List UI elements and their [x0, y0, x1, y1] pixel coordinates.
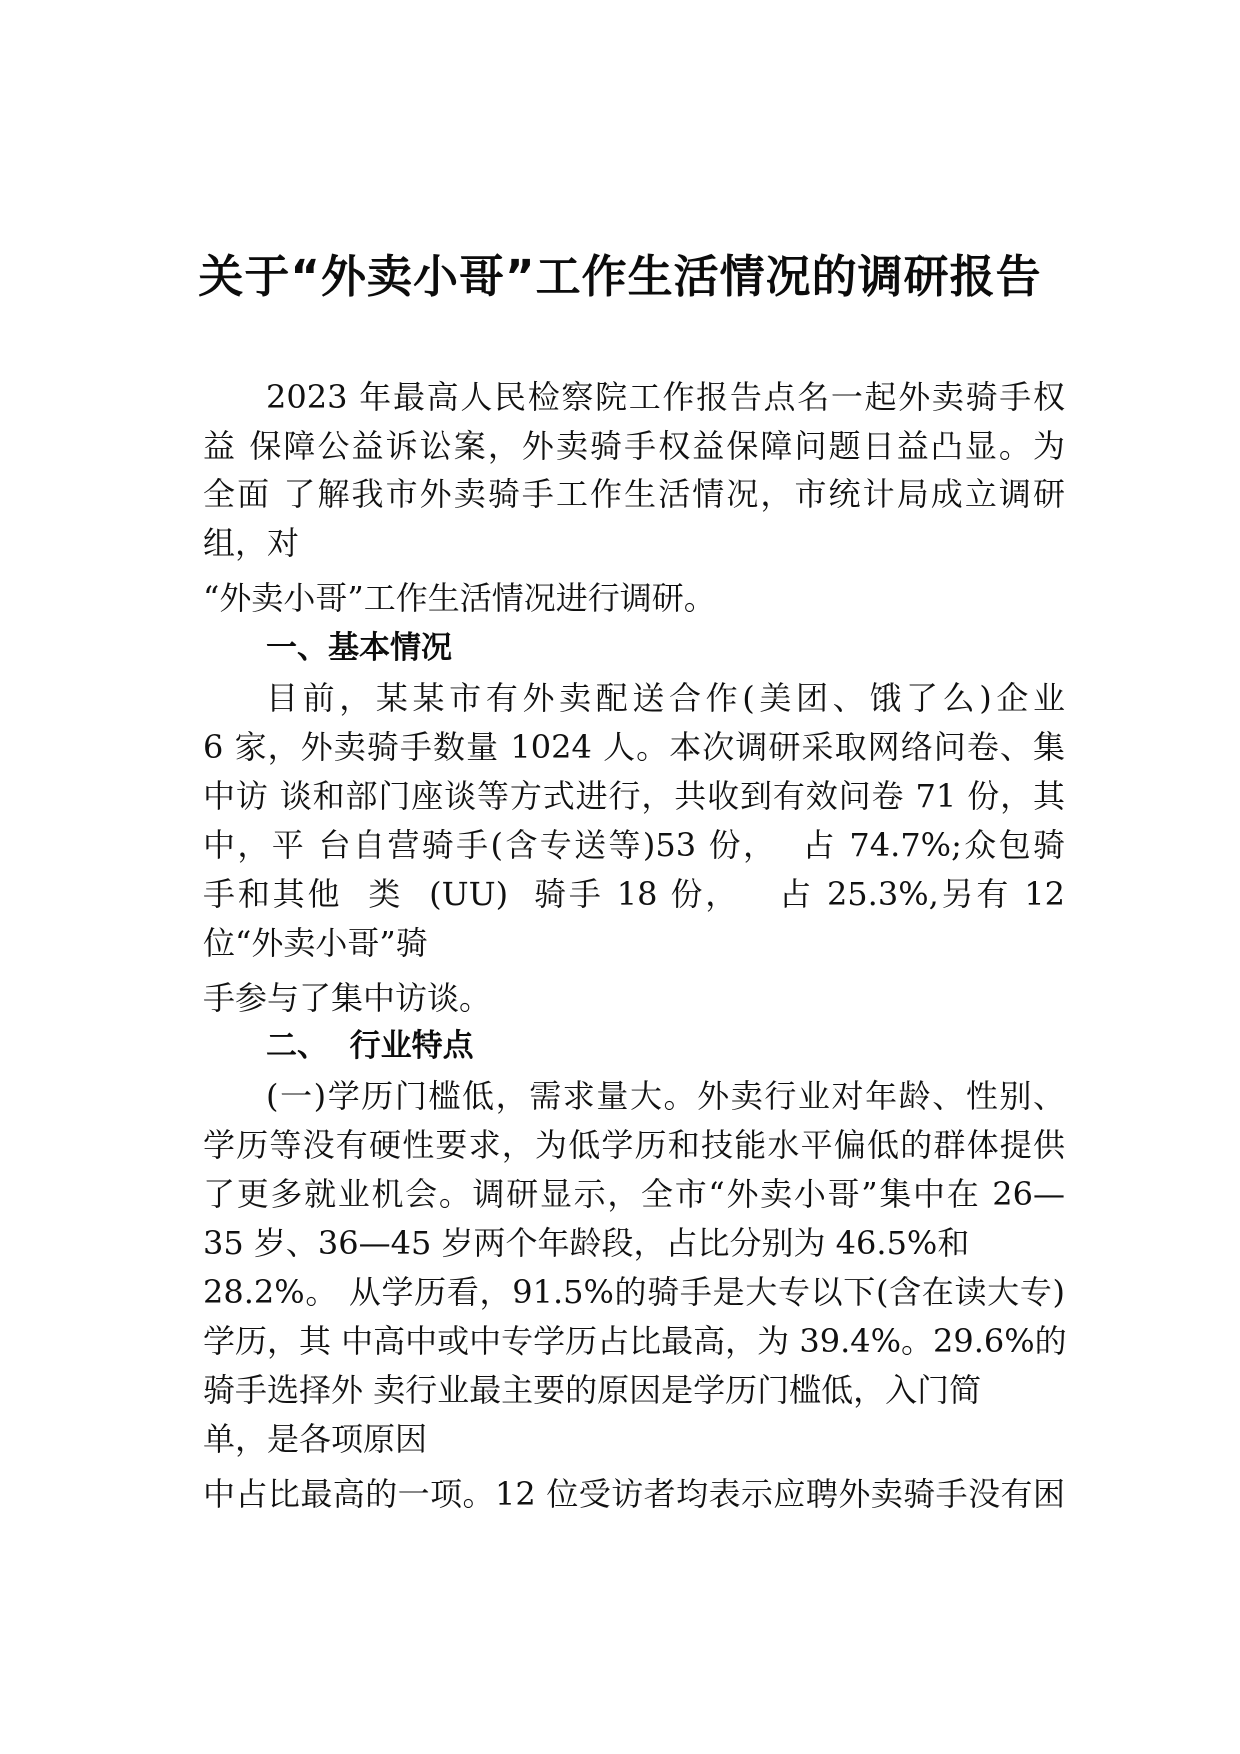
intro-line-1: 2023 年最高人民检察院工作报告点名一起外卖骑手权 — [266, 378, 1065, 416]
section2-line-6: 学历，其 中高中或中专学历占比最高，为 39.4%。29.6%的 — [203, 1322, 1067, 1360]
section2-line-3: 了更多就业机会。调研显示，全市“外卖小哥”集中在 26— — [203, 1175, 1065, 1213]
document-title: 关于“外卖小哥”工作生活情况的调研报告 — [198, 250, 1042, 303]
section1-line-7: 手参与了集中访谈。 — [203, 979, 492, 1017]
intro-line-4: 组，对 — [203, 524, 300, 562]
section2-line-9: 中占比最高的一项。12 位受访者均表示应聘外卖骑手没有困 — [203, 1475, 1065, 1513]
section2-line-8: 单，是各项原因 — [203, 1420, 428, 1458]
intro-line-5: “外卖小哥”工作生活情况进行调研。 — [203, 579, 716, 617]
section2-line-4: 35 岁、36—45 岁两个年龄段，占比分别为 46.5%和 — [203, 1224, 970, 1262]
section1-line-2: 6 家，外卖骑手数量 1024 人。本次调研采取网络问卷、集 — [203, 728, 1065, 766]
section1-line-4: 中，平 台自营骑手(含专送等)53 份， 占 74.7%;众包骑 — [203, 826, 1065, 864]
section1-line-5: 手和其他 类 (UU) 骑手 18 份， 占 25.3%,另有 12 — [203, 875, 1065, 913]
intro-line-3: 全面 了解我市外卖骑手工作生活情况，市统计局成立调研 — [203, 475, 1065, 513]
intro-line-2: 益 保障公益诉讼案，外卖骑手权益保障问题日益凸显。为 — [203, 427, 1065, 465]
section-heading-basic: 一、基本情况 — [266, 630, 452, 666]
section2-line-1: (一)学历门槛低，需求量大。外卖行业对年龄、性别、 — [266, 1077, 1065, 1115]
section1-line-3: 中访 谈和部门座谈等方式进行，共收到有效问卷 71 份，其 — [203, 777, 1065, 815]
section-heading-industry: 二、 行业特点 — [266, 1028, 474, 1064]
section2-line-5: 28.2%。 从学历看，91.5%的骑手是大专以下(含在读大专) — [203, 1273, 1065, 1311]
section1-line-1: 目前，某某市有外卖配送合作(美团、饿了么)企业 — [266, 679, 1065, 717]
section2-line-7: 骑手选择外 卖行业最主要的原因是学历门槛低，入门简 — [203, 1371, 982, 1409]
section2-line-2: 学历等没有硬性要求，为低学历和技能水平偏低的群体提供 — [203, 1126, 1065, 1164]
section1-line-6: 位“外卖小哥”骑 — [203, 924, 428, 962]
